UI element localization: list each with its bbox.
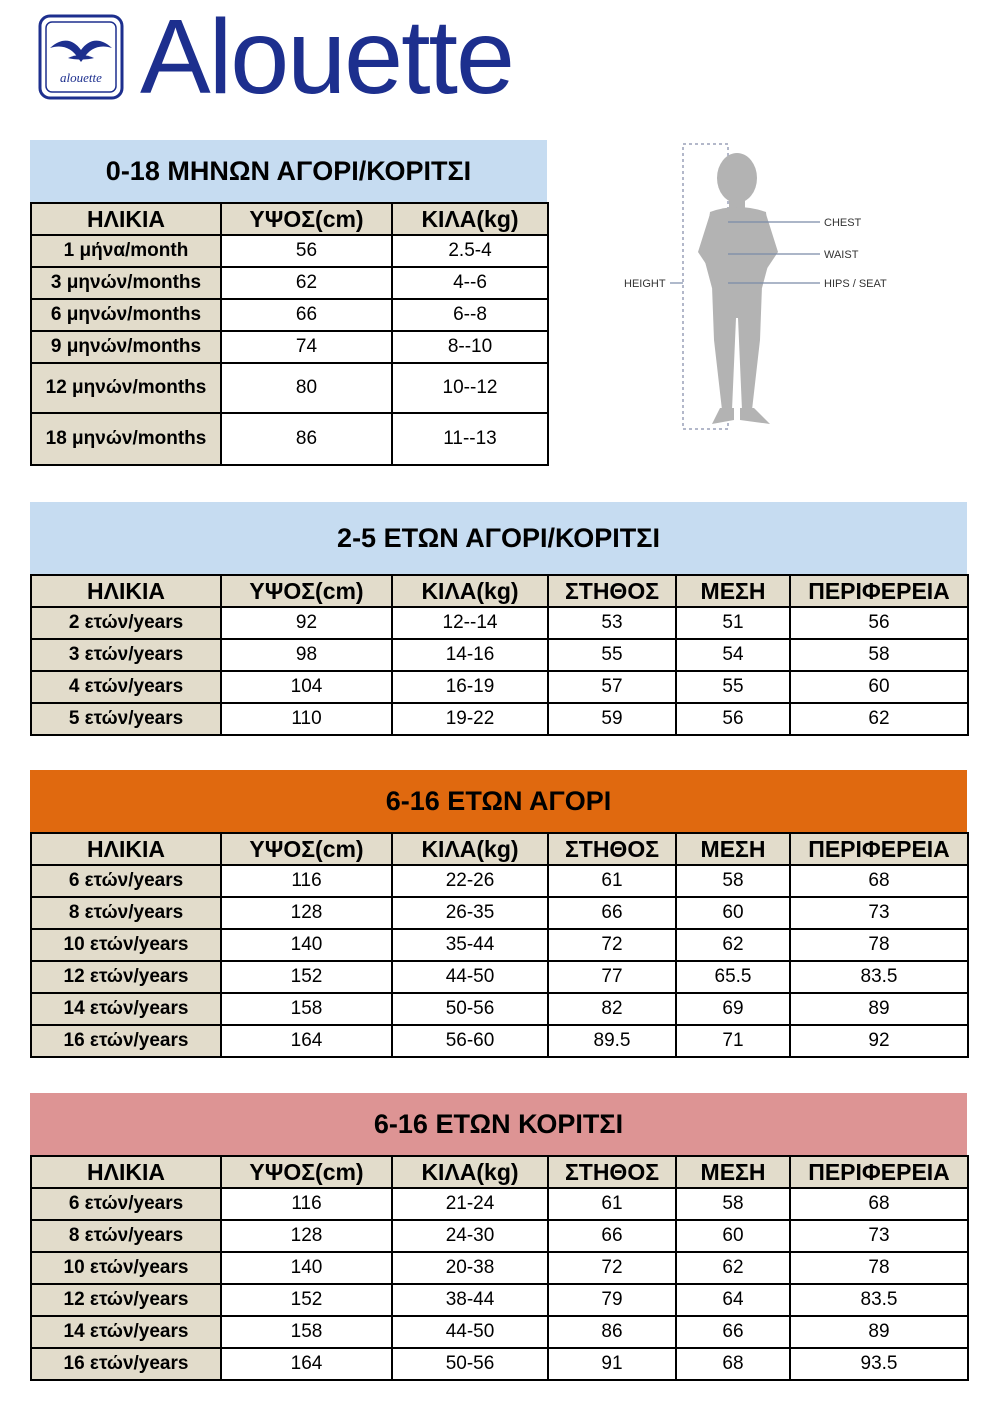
table-header-row	[31, 833, 968, 865]
hips-cell: 73	[790, 897, 968, 929]
brand-logo	[38, 14, 124, 100]
brand-name: Alouette	[140, 0, 513, 116]
hips-cell: 58	[790, 639, 968, 671]
age-cell: 6 ετών/years	[31, 1188, 221, 1220]
column-header: ΠΕΡΙΦΕΡΕΙΑ	[790, 575, 968, 607]
chest-cell: 77	[548, 961, 676, 993]
hips-cell: 92	[790, 1025, 968, 1057]
age-cell: 5 ετών/years	[31, 703, 221, 735]
height-cell: 56	[221, 235, 392, 267]
chest-cell: 79	[548, 1284, 676, 1316]
table-row	[31, 1252, 968, 1284]
column-header: ΚΙΛΑ(kg)	[392, 1156, 548, 1188]
age-cell: 18 μηνών/months	[31, 413, 221, 465]
chest-cell: 61	[548, 865, 676, 897]
height-cell: 116	[221, 1188, 392, 1220]
hips-cell: 83.5	[790, 1284, 968, 1316]
waist-cell: 64	[676, 1284, 790, 1316]
weight-cell: 35-44	[392, 929, 548, 961]
hips-cell: 68	[790, 1188, 968, 1220]
waist-cell: 68	[676, 1348, 790, 1380]
column-header: ΣΤΗΘΟΣ	[548, 1156, 676, 1188]
hips-cell: 89	[790, 993, 968, 1025]
age-cell: 16 ετών/years	[31, 1348, 221, 1380]
weight-cell: 22-26	[392, 865, 548, 897]
height-cell: 86	[221, 413, 392, 465]
weight-cell: 2.5-4	[392, 235, 548, 267]
weight-cell: 38-44	[392, 1284, 548, 1316]
weight-cell: 6--8	[392, 299, 548, 331]
column-header: ΚΙΛΑ(kg)	[392, 833, 548, 865]
column-header: ΚΙΛΑ(kg)	[392, 575, 548, 607]
age-cell: 12 μηνών/months	[31, 363, 221, 413]
waist-cell: 65.5	[676, 961, 790, 993]
table-row	[31, 607, 968, 639]
table-row	[31, 961, 968, 993]
column-header: ΥΨΟΣ(cm)	[221, 833, 392, 865]
size-table	[30, 1155, 969, 1381]
table-row	[31, 1188, 968, 1220]
height-cell: 152	[221, 961, 392, 993]
waist-cell: 66	[676, 1316, 790, 1348]
column-header: ΚΙΛΑ(kg)	[392, 203, 548, 235]
weight-cell: 24-30	[392, 1220, 548, 1252]
table-row	[31, 267, 548, 299]
chest-cell: 59	[548, 703, 676, 735]
age-cell: 10 ετών/years	[31, 929, 221, 961]
table-row	[31, 413, 548, 465]
weight-cell: 44-50	[392, 961, 548, 993]
chest-cell: 61	[548, 1188, 676, 1220]
table-row	[31, 1025, 968, 1057]
age-cell: 6 μηνών/months	[31, 299, 221, 331]
chest-cell: 82	[548, 993, 676, 1025]
height-cell: 80	[221, 363, 392, 413]
column-header: ΥΨΟΣ(cm)	[221, 203, 392, 235]
table-row	[31, 1284, 968, 1316]
age-cell: 10 ετών/years	[31, 1252, 221, 1284]
height-cell: 158	[221, 993, 392, 1025]
height-cell: 164	[221, 1025, 392, 1057]
age-cell: 6 ετών/years	[31, 865, 221, 897]
table-row	[31, 929, 968, 961]
weight-cell: 11--13	[392, 413, 548, 465]
size-table	[30, 832, 969, 1058]
waist-cell: 55	[676, 671, 790, 703]
table-row	[31, 1316, 968, 1348]
column-header: ΣΤΗΘΟΣ	[548, 833, 676, 865]
table-row	[31, 865, 968, 897]
measurement-figure	[620, 140, 890, 440]
column-header: ΗΛΙΚΙΑ	[31, 203, 221, 235]
height-cell: 104	[221, 671, 392, 703]
hips-cell: 68	[790, 865, 968, 897]
table-row	[31, 331, 548, 363]
size-table	[30, 202, 549, 466]
chest-cell: 72	[548, 929, 676, 961]
height-cell: 110	[221, 703, 392, 735]
table-row	[31, 363, 548, 413]
chest-cell: 53	[548, 607, 676, 639]
height-cell: 92	[221, 607, 392, 639]
column-header: ΣΤΗΘΟΣ	[548, 575, 676, 607]
table-row	[31, 703, 968, 735]
age-cell: 9 μηνών/months	[31, 331, 221, 363]
table-row	[31, 993, 968, 1025]
weight-cell: 26-35	[392, 897, 548, 929]
age-cell: 4 ετών/years	[31, 671, 221, 703]
column-header: ΜΕΣΗ	[676, 833, 790, 865]
section-title: 6-16 ΕΤΩΝ ΚΟΡΙΤΣΙ	[30, 1093, 967, 1155]
waist-cell: 62	[676, 1252, 790, 1284]
hips-cell: 78	[790, 1252, 968, 1284]
table-header-row	[31, 1156, 968, 1188]
waist-label: WAIST	[824, 249, 859, 261]
section-title: 2-5 ΕΤΩΝ ΑΓΟΡΙ/ΚΟΡΙΤΣΙ	[30, 502, 967, 574]
column-header: ΜΕΣΗ	[676, 575, 790, 607]
column-header: ΠΕΡΙΦΕΡΕΙΑ	[790, 833, 968, 865]
waist-cell: 71	[676, 1025, 790, 1057]
age-cell: 3 ετών/years	[31, 639, 221, 671]
table-row	[31, 897, 968, 929]
column-header: ΜΕΣΗ	[676, 1156, 790, 1188]
section-title: 0-18 ΜΗΝΩΝ ΑΓΟΡΙ/ΚΟΡΙΤΣΙ	[30, 140, 547, 202]
hips-cell: 60	[790, 671, 968, 703]
chest-cell: 55	[548, 639, 676, 671]
table-row	[31, 671, 968, 703]
table-row	[31, 1348, 968, 1380]
table-row	[31, 235, 548, 267]
age-cell: 12 ετών/years	[31, 961, 221, 993]
age-cell: 14 ετών/years	[31, 1316, 221, 1348]
waist-cell: 58	[676, 865, 790, 897]
column-header: ΠΕΡΙΦΕΡΕΙΑ	[790, 1156, 968, 1188]
age-cell: 1 μήνα/month	[31, 235, 221, 267]
table-header-row	[31, 203, 548, 235]
weight-cell: 44-50	[392, 1316, 548, 1348]
hips-cell: 93.5	[790, 1348, 968, 1380]
waist-cell: 60	[676, 1220, 790, 1252]
chest-cell: 89.5	[548, 1025, 676, 1057]
hips-cell: 73	[790, 1220, 968, 1252]
column-header: ΥΨΟΣ(cm)	[221, 1156, 392, 1188]
waist-cell: 69	[676, 993, 790, 1025]
chest-cell: 72	[548, 1252, 676, 1284]
age-cell: 12 ετών/years	[31, 1284, 221, 1316]
size-section-girls	[30, 1093, 967, 1385]
hips-cell: 62	[790, 703, 968, 735]
waist-cell: 60	[676, 897, 790, 929]
weight-cell: 14-16	[392, 639, 548, 671]
height-cell: 128	[221, 897, 392, 929]
weight-cell: 4--6	[392, 267, 548, 299]
chest-cell: 66	[548, 1220, 676, 1252]
waist-cell: 62	[676, 929, 790, 961]
size-section-toddler	[30, 502, 967, 740]
weight-cell: 20-38	[392, 1252, 548, 1284]
table-row	[31, 299, 548, 331]
height-cell: 140	[221, 929, 392, 961]
svg-text:alouette: alouette	[60, 70, 102, 85]
height-cell: 66	[221, 299, 392, 331]
chest-cell: 91	[548, 1348, 676, 1380]
size-table	[30, 574, 969, 736]
height-cell: 74	[221, 331, 392, 363]
height-label: HEIGHT	[624, 278, 666, 290]
height-cell: 62	[221, 267, 392, 299]
bird-logo-icon	[38, 14, 124, 100]
column-header: ΥΨΟΣ(cm)	[221, 575, 392, 607]
height-cell: 158	[221, 1316, 392, 1348]
height-cell: 98	[221, 639, 392, 671]
chest-cell: 66	[548, 897, 676, 929]
age-cell: 8 ετών/years	[31, 1220, 221, 1252]
column-header: ΗΛΙΚΙΑ	[31, 575, 221, 607]
column-header: ΗΛΙΚΙΑ	[31, 833, 221, 865]
hips-cell: 89	[790, 1316, 968, 1348]
weight-cell: 16-19	[392, 671, 548, 703]
weight-cell: 56-60	[392, 1025, 548, 1057]
table-row	[31, 1220, 968, 1252]
waist-cell: 58	[676, 1188, 790, 1220]
size-section-boys	[30, 770, 967, 1062]
chest-cell: 86	[548, 1316, 676, 1348]
chest-label: CHEST	[824, 217, 862, 229]
weight-cell: 50-56	[392, 993, 548, 1025]
weight-cell: 21-24	[392, 1188, 548, 1220]
waist-cell: 56	[676, 703, 790, 735]
height-cell: 152	[221, 1284, 392, 1316]
weight-cell: 50-56	[392, 1348, 548, 1380]
hips-cell: 56	[790, 607, 968, 639]
age-cell: 2 ετών/years	[31, 607, 221, 639]
section-title: 6-16 ΕΤΩΝ ΑΓΟΡΙ	[30, 770, 967, 832]
weight-cell: 10--12	[392, 363, 548, 413]
age-cell: 3 μηνών/months	[31, 267, 221, 299]
age-cell: 14 ετών/years	[31, 993, 221, 1025]
height-cell: 128	[221, 1220, 392, 1252]
chest-cell: 57	[548, 671, 676, 703]
weight-cell: 12--14	[392, 607, 548, 639]
hips-cell: 83.5	[790, 961, 968, 993]
weight-cell: 19-22	[392, 703, 548, 735]
column-header: ΗΛΙΚΙΑ	[31, 1156, 221, 1188]
size-section-infant	[30, 140, 547, 472]
weight-cell: 8--10	[392, 331, 548, 363]
height-cell: 116	[221, 865, 392, 897]
age-cell: 16 ετών/years	[31, 1025, 221, 1057]
hips-cell: 78	[790, 929, 968, 961]
waist-cell: 51	[676, 607, 790, 639]
waist-cell: 54	[676, 639, 790, 671]
hips-label: HIPS / SEAT	[824, 278, 887, 290]
table-header-row	[31, 575, 968, 607]
table-row	[31, 639, 968, 671]
height-cell: 140	[221, 1252, 392, 1284]
height-cell: 164	[221, 1348, 392, 1380]
age-cell: 8 ετών/years	[31, 897, 221, 929]
